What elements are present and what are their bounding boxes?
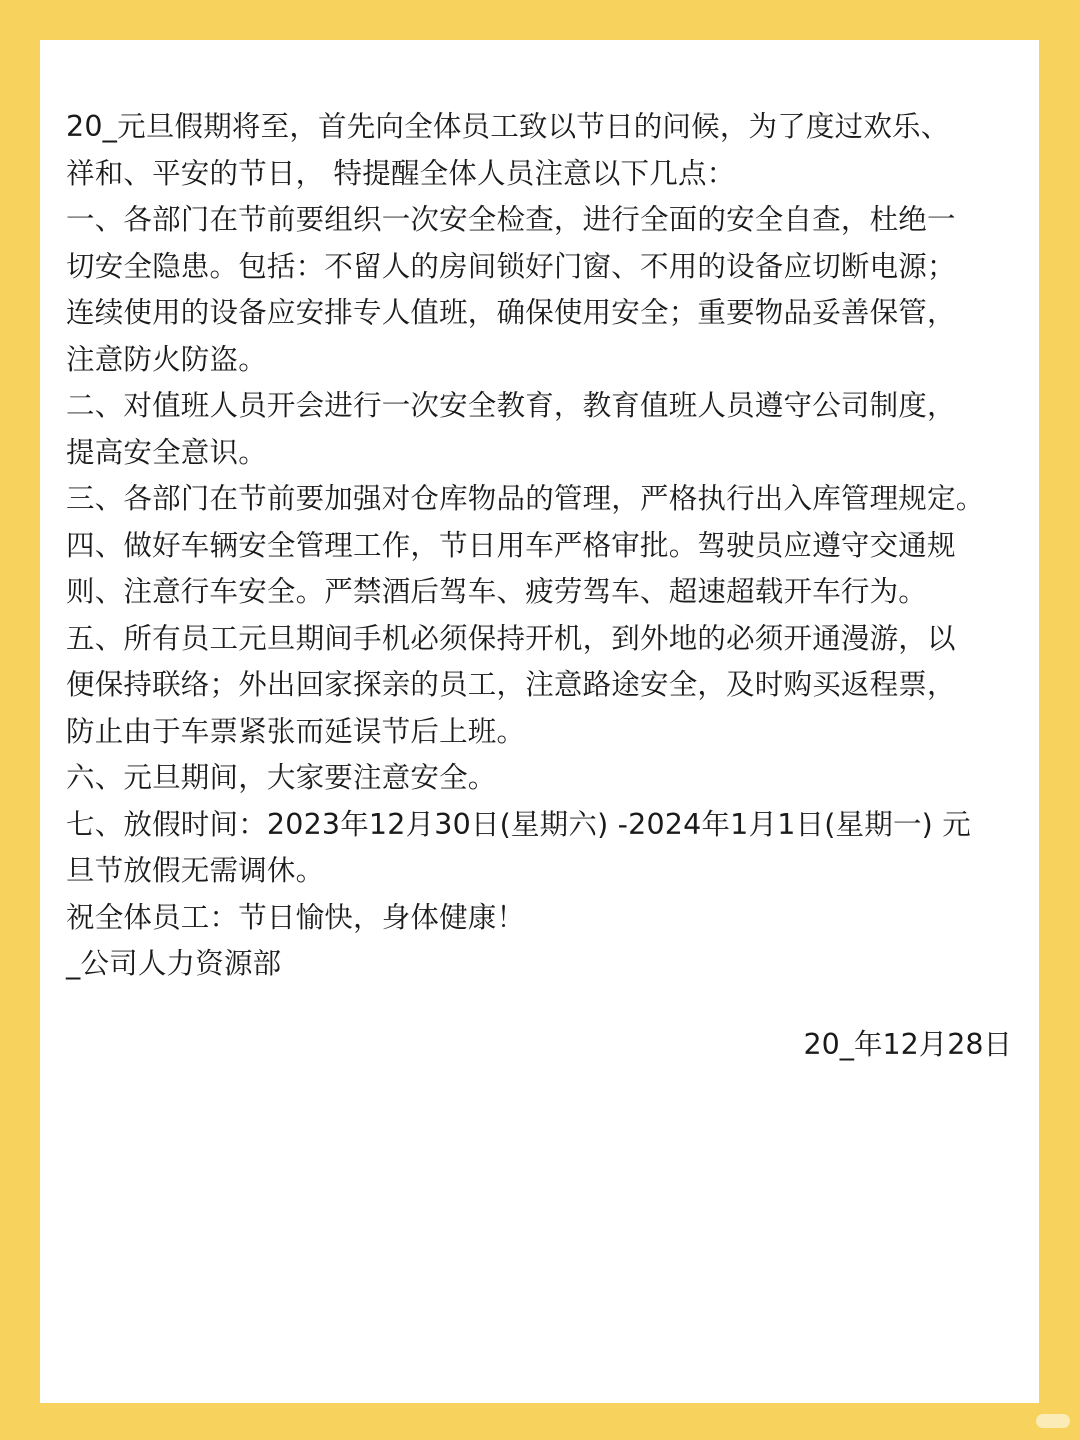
- notice-line: 七、放假时间：2023年12月30日(星期六) -2024年1月1日(星期一) 元: [66, 807, 971, 841]
- notice-body: [66, 104, 1036, 988]
- notice-line: 防止由于车票紧张而延误节后上班。: [66, 714, 526, 748]
- notice-line: 一、各部门在节前要组织一次安全检查，进行全面的安全自查，杜绝一: [66, 203, 956, 236]
- notice-line: 提高安全意识。: [66, 435, 267, 469]
- notice-line: 六、元旦期间，大家要注意安全。: [66, 761, 497, 794]
- notice-line: 祝全体员工：节日愉快，身体健康！: [66, 900, 526, 934]
- notice-line: 五、所有员工元旦期间手机必须保持开机，到外地的必须开通漫游，以: [66, 621, 956, 655]
- notice-line: 连续使用的设备应安排专人值班，确保使用安全；重要物品妥善保管，: [66, 296, 956, 329]
- notice-signature: _公司人力资源部: [66, 947, 282, 980]
- notice-date: 20_年12月28日: [803, 1028, 1012, 1061]
- notice-line: 便保持联络；外出回家探亲的员工，注意路途安全，及时购买返程票，: [66, 668, 956, 701]
- notice-paper: [40, 40, 1039, 1403]
- notice-line: 四、做好车辆安全管理工作，节日用车严格审批。驾驶员应遵守交通规: [66, 528, 956, 562]
- notice-line: 三、各部门在节前要加强对仓库物品的管理，严格执行出入库管理规定。: [66, 482, 985, 515]
- watermark-badge: [1036, 1414, 1070, 1428]
- notice-line: 旦节放假无需调休。: [66, 854, 325, 887]
- notice-line: 切安全隐患。包括：不留人的房间锁好门窗、不用的设备应切断电源；: [66, 249, 956, 283]
- notice-line: 祥和、平安的节日， 特提醒全体人员注意以下几点：: [66, 156, 736, 190]
- notice-line: 则、注意行车安全。严禁酒后驾车、疲劳驾车、超速超载开车行为。: [66, 575, 928, 608]
- notice-line: 二、对值班人员开会进行一次安全教育，教育值班人员遵守公司制度，: [66, 389, 956, 422]
- notice-line: 20_元旦假期将至，首先向全体员工致以节日的问候，为了度过欢乐、: [66, 110, 950, 143]
- notice-line: 注意防火防盗。: [66, 342, 267, 376]
